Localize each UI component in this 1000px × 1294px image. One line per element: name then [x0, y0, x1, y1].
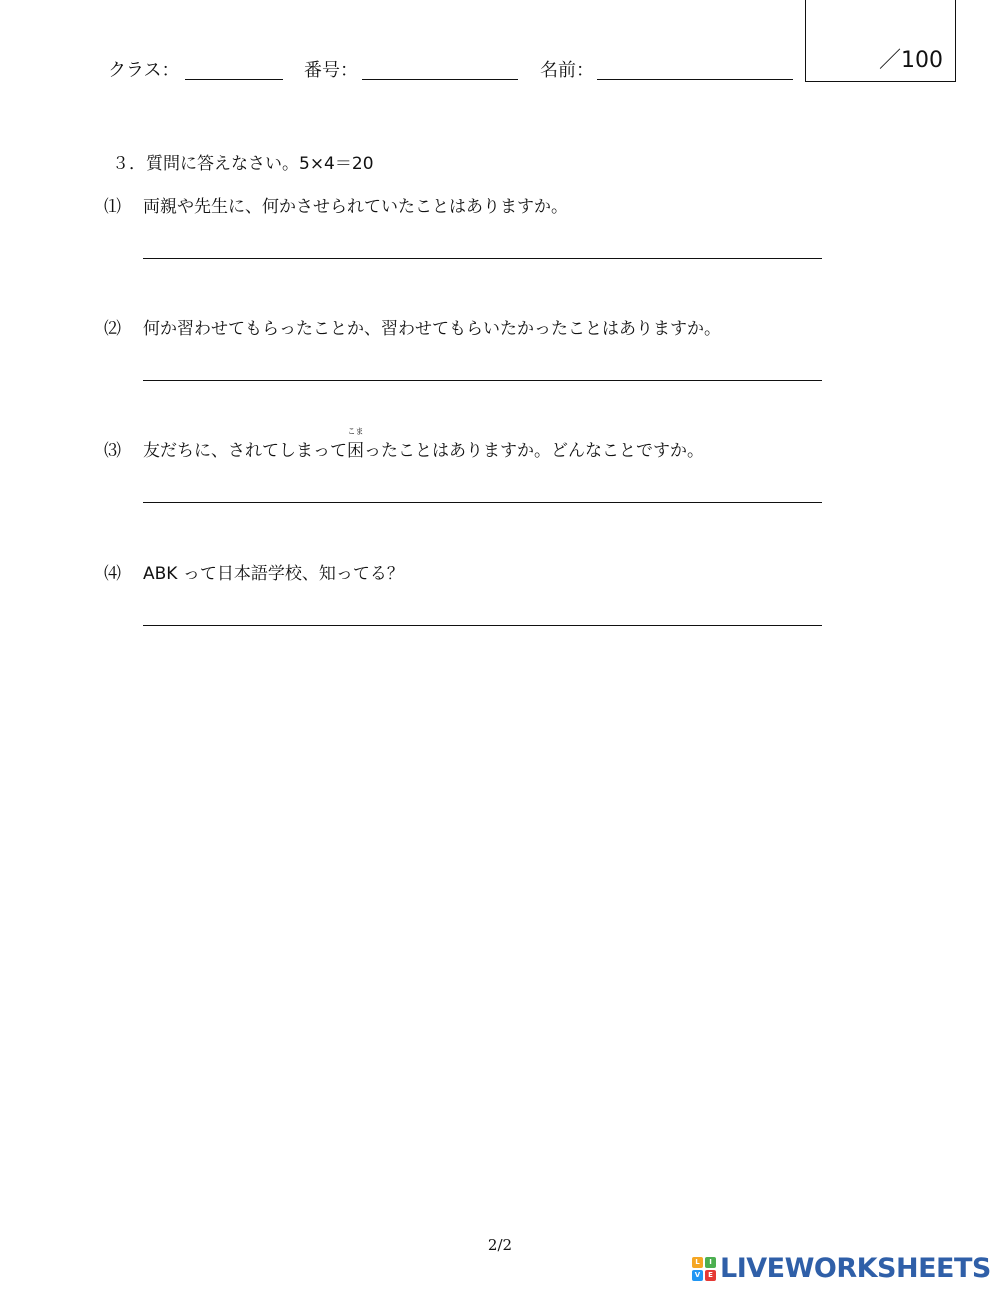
question-1-number: ⑴: [104, 197, 121, 217]
liveworksheets-logo[interactable]: [692, 1254, 991, 1284]
liveworksheets-wordmark: LIVEWORKSHEETS: [720, 1253, 991, 1284]
class-label: クラス：: [108, 60, 180, 81]
logo-letter-v: V: [692, 1270, 703, 1281]
question-3-ruby-base: 困: [347, 441, 364, 461]
logo-letter-l: L: [692, 1257, 703, 1268]
answer-1-field[interactable]: [143, 228, 822, 259]
number-field[interactable]: [362, 79, 518, 80]
question-1-text: 両親や先生に、何かさせられていたことはありますか。: [143, 197, 568, 217]
question-3-text-after: ったことはありますか。どんなことですか。: [364, 441, 704, 461]
score-total: ／100: [879, 48, 943, 73]
section-title: ３．質問に答えなさい。5×4＝20: [112, 154, 374, 174]
question-4-number: ⑷: [104, 564, 121, 584]
question-4-text: ABK って日本語学校、知ってる？: [143, 564, 404, 584]
logo-letter-i: I: [705, 1257, 716, 1268]
number-label: 番号：: [304, 60, 358, 81]
question-3-number: ⑶: [104, 441, 121, 461]
name-label: 名前：: [540, 60, 594, 81]
page-number: 2/2: [487, 1236, 513, 1254]
name-field[interactable]: [597, 79, 793, 80]
liveworksheets-icon: [692, 1257, 716, 1281]
answer-3-field[interactable]: [143, 472, 822, 503]
question-3-ruby: [347, 427, 364, 462]
class-field[interactable]: [185, 79, 283, 80]
question-3-text: [143, 427, 704, 462]
question-3-furigana: こま: [347, 427, 364, 436]
question-3-text-before: 友だちに、されてしまって: [143, 441, 347, 461]
answer-2-field[interactable]: [143, 350, 822, 381]
score-box: [805, 0, 956, 82]
answer-4-field[interactable]: [143, 595, 822, 626]
question-2-text: 何か習わせてもらったことか、習わせてもらいたかったことはありますか。: [143, 319, 721, 339]
logo-letter-e: E: [705, 1270, 716, 1281]
question-2-number: ⑵: [104, 319, 121, 339]
